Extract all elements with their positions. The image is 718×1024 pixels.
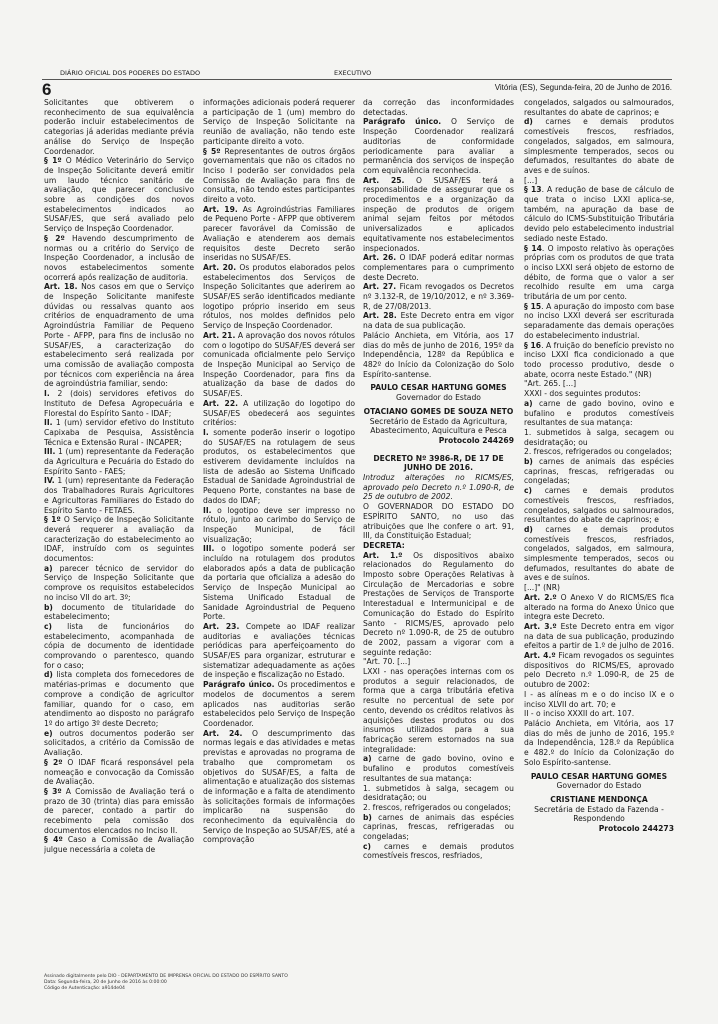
paragraph: Secretária de Estado da Fazenda - Respondendo (534, 804, 664, 824)
clause-label: § 5º (203, 146, 221, 156)
clause-label: III. (203, 544, 215, 554)
clause-label: Art. 28. (363, 311, 397, 321)
clause-label: Art. 3.º (524, 621, 557, 631)
paragraph: § 3º A Comissão de Avaliação terá o prazo de 30 (trinta) dias para emissão de parecer, contado a partir do recebimento pela comissão dos documentos elencados no Inciso II. (44, 786, 194, 835)
gazette-name: DIÁRIO OFICIAL DOS PODERES DO ESTADO (60, 69, 201, 77)
paragraph: Art. 18. Nos casos em que o Serviço de Inspeção Solicitante manifeste dúvidas ou ressalvas quanto aos critérios de enquadramento de uma Agroindústria Familiar de Pequeno Porte - AFPP, para fins de inclusão no SUSAF/ES, a caracterização do estabelecimento será realizada por uma comissão de avaliação composta por técnicos com experiência na área de agroindústria familiar, sendo: (44, 282, 194, 389)
paragraph: a) carne de gado bovino, ovino e bufalino e produtos comestíveis resultantes de sua matança: (363, 754, 514, 783)
paragraph: Protocolo 244269 (438, 435, 514, 445)
paragraph: Art. 24. O descumprimento das normas legais e das atividades e metas previstas e aprovadas no programa de trabalho que comprometam os objetivos do SUSAF/ES, a falta de alimentação e atualização dos sistemas de informação e a falta de atendimento às solicitações formais de informações implicarão na suspensão do reconhecimento da equivalência do Serviço de Inspeção ao SUSAF/ES, até a comprovação (203, 728, 355, 845)
paragraph: c) lista de funcionários do estabelecimento, acompanhada de cópia de documento de identidade comprovando o parentesco, quando for o caso; (44, 621, 194, 670)
clause-label: III. (44, 447, 56, 457)
paragraph: Introduz alterações no RICMS/ES, aprovado pelo Decreto n.º 1.090-R, de 25 de outubro de 2002. (363, 473, 514, 502)
column-2 (203, 98, 355, 978)
clause-label: Art. 20. (203, 262, 237, 272)
paragraph: d) carnes e demais produtos comestíveis frescos, resfriados, congelados, salgados, em salmoura, simplesmente temperados, secos ou defumados, resultantes do abate de aves e de suínos. (524, 117, 674, 175)
clause-label: § 14 (524, 243, 542, 253)
clause-label: Parágrafo único. (203, 680, 275, 690)
clause-label: § 2º (44, 233, 65, 243)
clause-label: d) (524, 524, 533, 534)
clause-label: Art. 19. (203, 204, 238, 214)
clause-label: b) (44, 602, 53, 612)
clause-label: Art. 25. (363, 175, 405, 185)
clause-label: § 2º (44, 757, 63, 767)
paragraph: b) documento de titularidade do estabelecimento; (44, 602, 194, 622)
clause-label: Art. 4.º (524, 651, 556, 661)
paragraph: O GOVERNADOR DO ESTADO DO ESPÍRITO SANTO, no uso das atribuições que lhe confere o art. 91, III, da Constituição Estadual; (363, 502, 514, 541)
paragraph: XXXI - dos seguintes produtos: (524, 389, 641, 399)
clause-label: d) (524, 117, 533, 127)
paragraph: Parágrafo único. O Serviço de Inspeção Coordenador realizará auditorias de conformidade periodicamente para avaliar a permanência dos serviços de inspeção com equivalência reconhecida. (363, 117, 514, 175)
paragraph: b) carnes de animais das espécies caprinas, frescas, refrigeradas ou congeladas; (363, 812, 514, 842)
clause-label: Art. 23. (203, 621, 240, 631)
paragraph: III. 1 (um) representante da Federação da Agricultura e Pecuária do Estado do Espírito Santo - FAES; (44, 447, 194, 476)
paragraph: § 15. A apuração do imposto com base no inciso LXXI deverá ser escriturada separadamente das demais operações do estabelecimento industrial. (524, 301, 674, 340)
paragraph: Solicitantes que obtiverem o reconhecimento de sua equivalência poderão incluir estabelecimentos de categorias já aderidas mediante prévia análise do Serviço de Inspeção Coordenador. (44, 98, 194, 156)
clause-label: Art. 22. (203, 398, 238, 408)
paragraph: d) lista completa dos fornecedores de matérias-primas e documento que comprove a condição de agricultor familiar, quando for o caso, em atendimento ao disposto no parágrafo 1º do artigo 3º deste Decreto; (44, 670, 194, 728)
paragraph: c) carnes e demais produtos comestíveis frescos, resfriados, (363, 841, 514, 861)
column-1 (44, 98, 194, 978)
publication-date: Vitória (ES), Segunda-feira, 20 de Junho de 2016. (494, 83, 672, 92)
paragraph: c) carnes e demais produtos comestíveis frescos, resfriados, congelados, salgados ou salmourados, resultantes do abate de caprinos; e (524, 486, 674, 525)
paragraph: § 4º Caso a Comissão de Avaliação julgue necessária a coleta de (44, 835, 194, 855)
clause-label: § 15 (524, 301, 542, 311)
paragraph: Art. 27. Ficam revogados os Decretos nº 3.132-R, de 19/10/2012, e nº 3.369-R, de 27/08/2013. (363, 282, 514, 311)
clause-label: § 16 (524, 340, 542, 350)
clause-label: § 1º (44, 156, 62, 166)
clause-label: Parágrafo único. (363, 117, 442, 127)
paragraph: Art. 20. Os produtos elaborados pelos estabelecimentos dos Serviços de Inspeção Solicitantes que aderirem ao SUSAF/ES serão identificados mediante logotipo próprio inserido em seus rótulos, nos moldes definidos pelo Serviço de Inspeção Coordenador. (203, 262, 355, 331)
clause-label: Art. 1.º (363, 550, 403, 560)
clause-label: I. (44, 389, 50, 399)
page-number: 6 (42, 80, 52, 99)
clause-label: Art. 2.º (524, 592, 557, 602)
clause-label: Art. 26. (363, 253, 397, 263)
authentication-footer (44, 974, 288, 992)
paragraph: § 2º O IDAF ficará responsável pela nomeação e convocação da Comissão de Avaliação. (44, 757, 194, 787)
paragraph: § 13. A redução de base de cálculo de que trata o inciso LXXI aplica-se, também, na apuração da base de cálculo do ICMS-Substituição Tributária devido pelo estabelecimento industrial sediado neste Estado. (524, 185, 674, 243)
paragraph: I - as alíneas m e o do inciso IX e o inciso XLVII do art. 70; e (524, 689, 674, 709)
column-3 (363, 98, 514, 978)
paragraph: III. o logotipo somente poderá ser incluído na rotulagem dos produtos elaborados após a data de publicação da portaria que oficializa a adesão do Serviço de Inspeção Municipal ao Sistema Unificado Estadual de Sanidade Agroindustrial de Pequeno Porte. (203, 544, 355, 622)
paragraph: 1. submetidos à salga, secagem ou desidratação; ou (363, 783, 514, 803)
paragraph: Palácio Anchieta, em Vitória, aos 17 dias do mês de junho de 2016, 195.º da Independência, 128.º da República e 482.º do Início da Colonização do Solo Espírito-santense. (524, 719, 674, 767)
clause-label: Art. 27. (363, 282, 397, 292)
paragraph: Protocolo 244273 (598, 824, 674, 834)
paragraph: Secretário de Estado da Agricultura, Abastecimento, Aquicultura e Pesca (369, 416, 508, 436)
clause-label: Art. 21. (203, 330, 236, 340)
paragraph: informações adicionais poderá requerer a participação de 1 (um) membro do Serviço de Inspeção Solicitante na reunião de avaliação, não tendo este participante direito a voto. (203, 98, 355, 146)
paragraph: Art. 19. As Agroindústrias Familiares de Pequeno Porte - AFPP que obtiverem parecer favorável da Comissão de Avaliação e atenderem aos demais requisitos deste Decreto serão inseridas no SUSAF/ES. (203, 204, 355, 263)
paragraph: § 2º Havendo descumprimento de normas ou a critério do Serviço de Inspeção Coordenador, a inclusão de novos estabelecimentos somente ocorrerá após realização de auditoria. (44, 233, 194, 282)
paragraph: congelados, salgados ou salmourados, resultantes do abate de caprinos; e (524, 98, 674, 117)
clause-label: § 1º (44, 515, 61, 525)
paragraph: [...] (524, 175, 538, 185)
paragraph: Art. 2.º O Anexo V do RICMS/ES fica alterado na forma do Anexo Único que integra este Decreto. (524, 592, 674, 622)
paragraph: Art. 23. Compete ao IDAF realizar auditorias e avaliações técnicas periódicas para aperfeiçoamento do SUSAF/ES para organizar, estruturar e sistematizar adequadamente as ações de inspeção e fiscalização no Estado. (203, 621, 355, 680)
clause-label: I. (203, 427, 209, 437)
clause-label: § 13 (524, 185, 542, 195)
clause-label: a) (44, 563, 53, 573)
paragraph: b) carnes de animais das espécies caprinas, frescas, refrigeradas ou congeladas; (524, 457, 674, 486)
paragraph: Art. 1.º Os dispositivos abaixo relacionados do Regulamento do Imposto sobre Operações Relativas à Circulação de Mercadorias e sobre Prestações de Serviços de Transporte Interestadual e Intermunicipal e de Comunicação do Estado do Espírito Santo - RICMS/ES, aprovado pelo Decreto nº 1.090-R, de 25 de outubro de 2002, passam a vigorar com a seguinte redação: (363, 550, 514, 657)
column-4 (524, 98, 674, 978)
footer-line: Assinado digitalmente pelo DIO - DEPARTAMENTO DE IMPRENSA OFICIAL DO ESTADO DO ESPÍRITO SANTO (44, 974, 288, 979)
page-header (42, 68, 672, 98)
clause-label: II. (44, 418, 53, 428)
paragraph: IV. 1 (um) representante da Federação dos Trabalhadores Rurais Agricultores e Agricultoras Familiares do Estado do Espírito Santo - FETAES. (44, 476, 194, 515)
clause-label: c) (44, 621, 52, 631)
paragraph: LXXI - nas operações internas com os produtos a seguir relacionados, de forma que a carga tributária efetiva resulte no percentual de sete por cento, devendo os créditos relativos às aquisições destes produtos ou dos insumos utilizados para a sua fabricação serem estornados na sua integralidade: (363, 667, 514, 754)
clause-label: c) (363, 841, 371, 851)
clause-label: e) (44, 728, 53, 738)
clause-label: a) (524, 398, 533, 408)
paragraph: § 5º Representantes de outros órgãos governamentais que não os citados no Inciso I poderão ser convidados pela Comissão de Avaliação para fins de consulta, não tendo estes participantes direito a voto. (203, 146, 355, 205)
clause-label: IV. (44, 476, 55, 486)
header-rule (42, 68, 672, 80)
paragraph: d) carnes e demais produtos comestíveis frescos, resfriados, congelados, salgados, em salmoura, simplesmente temperados, secos ou defumados, resultantes do abate de aves e de suínos. (524, 524, 674, 583)
paragraph: II. o logotipo deve ser impresso no rótulo, junto ao carimbo do Serviço de Inspeção Municipal, de fácil visualização; (203, 505, 355, 544)
paragraph: Art. 21. A aprovação dos novos rótulos com o logotipo do SUSAF/ES deverá ser comunicada oficialmente pelo Serviço de Inspeção Municipal ao Serviço de Inspeção Coordenador, para fins da atualização da base de dados do SUSAF/ES. (203, 330, 355, 399)
clause-label: II. (203, 505, 212, 515)
paragraph: I. somente poderão inserir o logotipo do SUSAF/ES na rotulagem de seus produtos, os estabelecimentos que estiverem devidamente incluídos na lista de adesão ao Sistema Unificado Estadual de Sanidade Agroindustrial de Pequeno Porte, constantes na base de dados do IDAF; (203, 427, 355, 505)
paragraph: CRISTIANE MENDONÇA (550, 794, 648, 804)
paragraph: 2. frescos, refrigerados ou congelados; (524, 447, 672, 457)
clause-label: Art. 24. (203, 728, 243, 738)
paragraph: Governador do Estado (556, 781, 642, 791)
paragraph: a) parecer técnico de servidor do Serviço de Inspeção Solicitante que comprove os requisitos estabelecidos no inciso VII do art. 3º; (44, 563, 194, 602)
paragraph: DECRETO Nº 3986-R, DE 17 DE JUNHO DE 2016. (373, 453, 504, 473)
paragraph: PAULO CESAR HARTUNG GOMES (530, 771, 668, 781)
paragraph: Art. 26. O IDAF poderá editar normas complementares para o cumprimento deste Decreto. (363, 253, 514, 282)
clause-label: Art. 18. (44, 282, 78, 292)
clause-label: a) (363, 754, 372, 764)
footer-line: Data: Segunda-feira, 20 de Junho de 2016 às 0:00:00 (44, 980, 167, 985)
paragraph: Art. 4.º Ficam revogados os seguintes dispositivos do RICMS/ES, aprovado pelo Decreto n.º 1.090-R, de 25 de outubro de 2002: (524, 651, 674, 690)
paragraph: Palácio Anchieta, em Vitória, aos 17 dias do mês de junho de 2016, 195º da Independência, 128º da República e 482º do Início da Colonização do Solo Espírito-santense. (363, 330, 514, 379)
section-name: EXECUTIVO (334, 69, 372, 77)
paragraph: Art. 3.º Este Decreto entra em vigor na data de sua publicação, produzindo efeitos a partir de 1.º de julho de 2016. (524, 621, 674, 651)
clause-label: § 3º (44, 786, 62, 796)
paragraph: § 1º O Médico Veterinário do Serviço de Inspeção Solicitante deverá emitir um laudo técnico sanitário de avaliação, que parecer conclusivo sobre as condições dos novos estabelecimentos indicados ao SUSAF/ES, que será avaliado pelo Serviço de Inspeção Coordenador. (44, 156, 194, 234)
paragraph: PAULO CESAR HARTUNG GOMES (370, 383, 507, 393)
paragraph: da correção das inconformidades detectadas. (363, 98, 514, 117)
paragraph: Art. 22. A utilização do logotipo do SUSAF/ES obedecerá aos seguintes critérios: (203, 398, 355, 428)
paragraph: Art. 28. Este Decreto entra em vigor na data de sua publicação. (363, 311, 514, 331)
paragraph: I. 2 (dois) servidores efetivos do Instituto de Defesa Agropecuária e Florestal do Espírito Santo - IDAF; (44, 389, 194, 418)
clause-label: b) (363, 812, 372, 822)
clause-label: § 4º (44, 835, 63, 845)
paragraph: § 14. O imposto relativo às operações próprias com os produtos de que trata o inciso LXXI será objeto de estorno de débito, de forma que o valor a ser recolhido resulte em uma carga tributária de um por cento. (524, 243, 674, 302)
footer-line: Código de Autenticação: a914de04 (44, 986, 125, 991)
paragraph: § 16. A fruição do benefício previsto no inciso LXXI fica condicionado a que todo processo produtivo, desde o abate, ocorra neste Estado." (NR) (524, 340, 674, 379)
clause-label: d) (44, 670, 53, 680)
paragraph: DECRETA: (363, 540, 405, 550)
paragraph: "Art. 70. [...] (363, 657, 411, 667)
paragraph: II. 1 (um) servidor efetivo do Instituto Capixaba de Pesquisa, Assistência Técnica e Extensão Rural - INCAPER; (44, 418, 194, 447)
paragraph: Parágrafo único. Os procedimentos e modelos de documentos a serem aplicados nas auditorias serão estabelecidos pelo Serviço de Inspeção Coordenador. (203, 680, 355, 728)
paragraph: e) outros documentos poderão ser solicitados, a critério da Comissão de Avaliação. (44, 728, 194, 758)
paragraph: Governador do Estado (396, 393, 481, 403)
paragraph: [...]" (NR) (524, 583, 560, 593)
paragraph: § 1º O Serviço de Inspeção Solicitante deverá requerer a avaliação da caracterização do estabelecimento ao IDAF, instruído com os seguintes documentos: (44, 515, 194, 564)
paragraph: "Art. 265. [...] (524, 379, 577, 389)
paragraph: Art. 25. O SUSAF/ES terá a responsabilidade de assegurar que os procedimentos e a organização da inspeção de produtos de origem animal sejam feitos por métodos universalizados e aplicados equitativamente nos estabelecimentos inspecionados. (363, 175, 514, 253)
clause-label: c) (524, 486, 532, 496)
paragraph: II - o inciso XXXII do art. 107. (524, 709, 635, 719)
paragraph: a) carne de gado bovino, ovino e bufalino e produtos comestíveis resultantes de sua matança: (524, 398, 674, 428)
paragraph: 1. submetidos à salga, secagem ou desidratação; ou (524, 427, 674, 447)
clause-label: b) (524, 457, 533, 467)
paragraph: OTACIANO GOMES DE SOUZA NETO (363, 406, 514, 416)
paragraph: 2. frescos, refrigerados ou congelados; (363, 802, 511, 812)
